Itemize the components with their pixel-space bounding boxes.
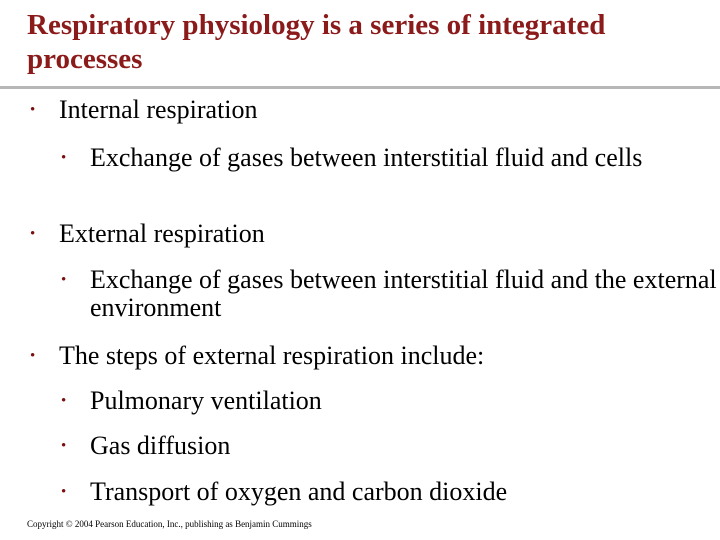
bullet-icon: •: [30, 102, 36, 118]
bullet-pulmonary-ventilation: [61, 387, 720, 415]
bullet-text: Exchange of gases between interstitial fluid and cells: [90, 143, 643, 172]
bullet-text: Exchange of gases between interstitial fluid and the external environment: [90, 265, 717, 322]
bullet-icon: •: [61, 484, 67, 500]
bullet-gas-transport: [61, 478, 720, 506]
bullet-icon: •: [30, 348, 36, 364]
bullet-text: Gas diffusion: [90, 431, 231, 460]
bullet-text: Transport of oxygen and carbon dioxide: [90, 477, 508, 506]
bullet-text: Internal respiration: [59, 95, 258, 124]
bullet-text: The steps of external respiration include:: [59, 341, 485, 370]
bullet-icon: •: [61, 393, 67, 409]
bullet-external-respiration: [30, 220, 719, 248]
bullet-internal-definition: [61, 144, 720, 172]
bullet-text: Pulmonary ventilation: [90, 386, 322, 415]
slide-title: Respiratory physiology is a series of integrated processes: [27, 9, 606, 75]
bullet-icon: •: [61, 272, 67, 288]
bullet-text: External respiration: [59, 219, 265, 248]
bullet-gas-diffusion: [61, 432, 720, 460]
bullet-icon: •: [30, 226, 36, 242]
bullet-icon: •: [61, 150, 67, 166]
bullet-internal-respiration: [30, 96, 719, 124]
bullet-icon: •: [61, 438, 67, 454]
title-divider: [0, 86, 720, 89]
copyright-footer: Copyright © 2004 Pearson Education, Inc., publishing as Benjamin Cummings: [27, 519, 312, 529]
bullet-external-definition: [61, 266, 720, 322]
bullet-external-steps: [30, 342, 719, 370]
